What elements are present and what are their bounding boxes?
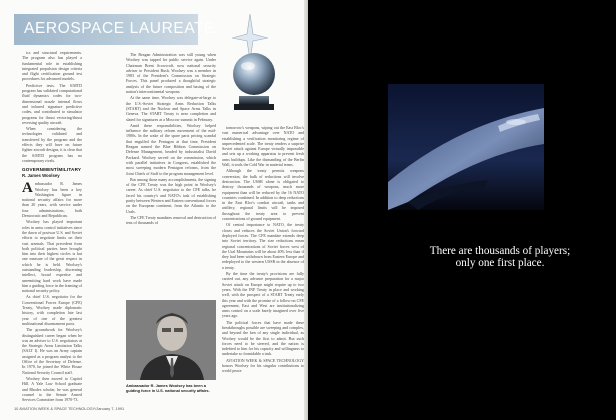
article-column-2 [126,52,216,297]
paragraph: The Reagan Administration was still young when Woolsey was tapped for public service again. Under Chairman Brent Scowcroft, now national security adviser to President Bush, Woolsey was a member in 1983 of the President's Commission on Strategic Forces. This panel produced a thoughtful strategic analysis of the future composition and basing of the nation's intercontinental weapons. [126,52,216,95]
ad-headline-line-1: There are thousands of players; [429,245,571,257]
lead-paragraph [22,181,82,218]
drop-cap: A [22,180,33,197]
page-footer: 10 AVIATION WEEK & SPACE TECHNOLOGY/January 7, 1991 [14,406,125,411]
paragraph: Of central importance to NATO, the treaty closes and reduces the Soviet Union's forward deployed forces. The CFE mandate extends deep into Soviet territory. The size reductions mean regional concentrations of Soviet forces west of the Ural Mountains will be about 40% less than if they had been withdrawn from Eastern Europe and redeployed to the western USSR in the absence of a treaty. [222,222,304,270]
paragraph: tomorrow's weapons, wiping out the East Bloc's vast numerical advantage over NATO and establishing a verification monitoring regime of unprecedented scale. The treaty renders a surprise Soviet attack against Europe virtually impossible and sets up a working apparatus to prevent fresh arms buildups. Like the dismantling of the Berlin Wall, it seals the Cold War in material terms. [222,125,304,168]
ad-headline [400,245,600,270]
paragraph: As chief U.S. negotiator for the Conventional Forces Europe (CFE) Treaty, Woolsey made diplomatic history, with completion late last year of one of the greatest multinational disarmament pacts. [22,294,82,326]
paragraph: But among those many accomplishments, the signing of the CFE Treaty was the high point in Woolsey's career. As chief U.S. negotiator to the CFE talks, he faced his country's and NATO's task of establishing parity between Western and Eastern conventional forces on the European continent, from the Atlantic to the Urals. [126,176,216,214]
paragraph: At the same time, Woolsey was delegate-at-large to the U.S.-Soviet Strategic Arms Reduction Talks (START) and the Nuclear and Space Arms Talks in Geneva. The START Treaty is near completion and slated for signatures at a Moscow summit in February. [126,95,216,122]
section-heading: GOVERNMENT/MILITARY [22,167,82,173]
article-column-1 [22,50,82,402]
ad-aircraft-photo [388,84,544,210]
paragraph: Woolsey then moved to Capitol Hill. A Yale Law School graduate and Rhodes scholar, he was general counsel to the Senate Armed Services Committee from 1970-73. [22,375,82,402]
lead-text: mbassador R. James Woolsey has been a key Washington figure in national security affairs for more than 20 years, with service under four administrations, both Democratic and Republican. [22,181,82,219]
ad-headline-line-2: only one first place. [455,257,545,270]
paragraph: Amid these responsibilities, Woolsey helped influence the military reform movement of the mid-1980s. In the wake of the spare parts pricing scandal that engulfed the Pentagon at that time, President Reagan named the Blue Ribbon Commission on Defense Management, headed by industrialist David Packard. Woolsey served on the commission, which with parallel initiatives in Congress, established the most sweeping modern Pentagon reforms, from the Joint Chiefs of Staff to the program management level. [126,122,216,176]
paragraph: The groundwork for Woolsey's distinguished career began when he was an adviser to U.S. negotiators at the Strategic Arms Limitation Talks (SALT I). He was an Army captain assigned as a program analyst to the Office of the Secretary of Defense. In 1970, he joined the White House National Security Council staff. [22,327,82,375]
photo-caption: Ambassador R. James Woolsey has been a guiding force in U.S. national security affairs. [126,383,210,393]
paragraph: AVIATION WEEK & SPACE TECHNOLOGY honors Woolsey for his singular contributions to world peace. [222,357,304,374]
paragraph: The political forces that have made these breakthroughs possible are sweeping and complex, and beyond the ken of any single individual, as Woolsey would be the first to admit. But such forces need to be steered, and the nation is indebted to him for his capacity and willingness to undertake so formidable a task. [222,319,304,357]
paragraph: By the time the treaty's provisions are fully carried out, any advance preparation for a major Soviet attack on Europe might require up to two years. With the INF Treaty in place and working well, with the prospect of a START Treaty early this year and with the promise of a follow-on CFE agreement, East and West are institutionalizing arms control on a scale barely imagined over five years ago. [222,271,304,319]
banner-title: AEROSPACE LAUREATE [24,20,216,37]
portrait-photo [126,300,216,380]
laureate-trophy-icon [206,10,302,120]
section-banner [14,14,216,45]
byline: R. James Woolsey [22,173,60,179]
paragraph: Predictive tests. The S/MTD program has validated computational fluid dynamics codes for two-dimensional nozzle internal flows and infrared signature predictive codes, and contributed to simulator programs for thrust vectoring/thrust reversing quality aircraft. [22,82,82,125]
paragraph: When considering the technologies validated and transferred by the program and the effects they will have on future fighter aircraft designs, it is clear that the S/MTD program has no contemporary rivals. [22,126,82,163]
paragraph: The CFE Treaty mandates removal and destruction of tens of thousands of [126,214,216,226]
advertisement-page [308,0,616,420]
article-column-3 [222,125,304,402]
paragraph: Woolsey has played important roles in arms control initiatives since the dawn of postwar U.S. and Soviet efforts to negotiate limits on their vast arsenals. That precedent from both political parties have brought him into their highest circles is but one measure of the great respect in which he is held. Woolsey's outstanding leadership, discerning intellect, broad expertise and unremitting hard work have made him a guiding force in the framing of national security policy. [22,219,82,294]
paragraph: Although the treaty permits weapons conversion, the bulk of reductions will involve destruction. The USSR alone is obligated to destroy thousands of weapons, much more equipment than will be reduced by the 16 NATO countries combined. In addition to deep reductions in the East Bloc's combat aircraft, tanks and artillery, regional limits will be imposed throughout the treaty area to prevent concentrations of ground equipment. [222,168,304,222]
paragraph: ics and structural requirements. The program also has played a fundamental role in establishing integrated propulsion design criteria and flight certification ground test procedures for advanced models. [22,50,82,82]
